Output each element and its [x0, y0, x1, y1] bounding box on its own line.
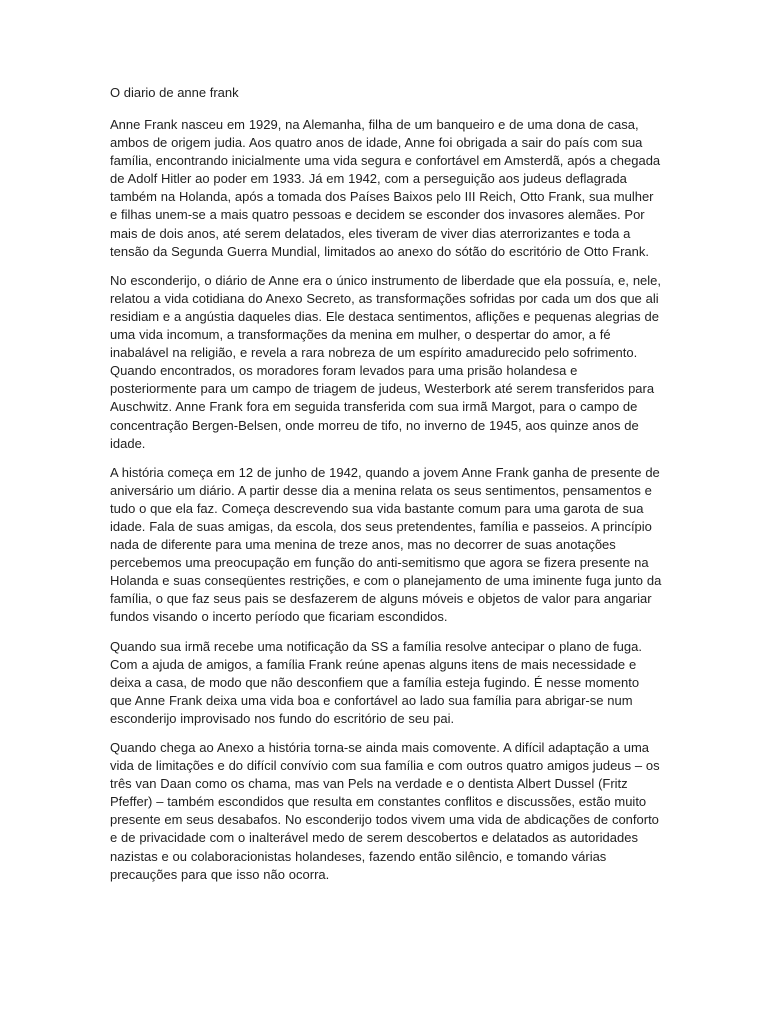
- paragraph-5: Quando chega ao Anexo a história torna-se ainda mais comovente. A difícil adaptação a uma vida de limitações e do difícil convívio com sua família e com outros quatro amigos judeus – os três van Daan como os chama, mas van Pels na verdade e o dentista Albert Dussel (Fritz Pfeffer) – também escondidos que resulta em constantes conflitos e discussões, estão muito presente em seus desabafos. No esconderijo todos vivem uma vida de abdicações de conforto e de privacidade com o inalterável medo de serem descobertos e delatados as autoridades nazistas e ou colaboracionistas holandeses, fazendo então silêncio, e tomando várias precauções para que isso não ocorra.: [110, 740, 660, 882]
- document-page: [110, 84, 662, 895]
- document-title: O diario de anne frank: [110, 85, 239, 100]
- paragraph-4: Quando sua irmã recebe uma notificação da SS a família resolve antecipar o plano de fuga. Com a ajuda de amigos, a família Frank reúne apenas alguns itens de mais necessidade e deixa a casa, de modo que não desconfiem que a família esteja fugindo. É nesse momento que Anne Frank deixa uma vida boa e confortável ao lado sua família para abrigar-se num esconderijo improvisado nos fundo do escritório de seu pai.: [110, 638, 642, 726]
- paragraph-3: A história começa em 12 de junho de 1942, quando a jovem Anne Frank ganha de presente de aniversário um diário. A partir desse dia a menina relata os seus sentimentos, pensamentos e tudo o que ela faz. Começa descrevendo sua vida bastante comum para uma garota de sua idade. Fala de suas amigas, da escola, dos seus pretendentes, família e passeios. A princípio nada de diferente para uma menina de treze anos, mas no decorrer de suas anotações percebemos uma preocupação em função do anti-semitismo que agora se fizera presente na Holanda e suas conseqüentes restrições, e com o planejamento de uma iminente fuga junto da família, o que faz seus pais se desfazerem de alguns móveis e objetos de valor para angariar fundos visando o incerto período que ficariam escondidos.: [110, 464, 662, 625]
- paragraph-2: No esconderijo, o diário de Anne era o único instrumento de liberdade que ela possuía, e, nele, relatou a vida cotidiana do Anexo Secreto, as transformações sofridas por cada um dos que ali residiam e a angústia daqueles dias. Ele destaca sentimentos, aflições e pequenas alegrias de uma vida incomum, a transformações da menina em mulher, o despertar do amor, a fé inabalável na religião, e revela a rara nobreza de um espírito amadurecido pelo sofrimento. Quando encontrados, os moradores foram levados para uma prisão holandesa e posteriormente para um campo de triagem de judeus, Westerbork até serem transferidos para Auschwitz. Anne Frank fora em seguida transferida com sua irmã Margot, para o campo de concentração Bergen-Belsen, onde morreu de tifo, no inverno de 1945, aos quinze anos de idade.: [110, 272, 662, 451]
- paragraph-1: Anne Frank nasceu em 1929, na Alemanha, filha de um banqueiro e de uma dona de casa, ambos de origem judia. Aos quatro anos de idade, Anne foi obrigada a sair do país com sua família, encontrando inicialmente uma vida segura e confortável em Amsterdã, após a chegada de Adolf Hitler ao poder em 1933. Já em 1942, com a perseguição aos judeus deflagrada também na Holanda, após a tomada dos Países Baixos pelo III Reich, Otto Frank, sua mulher e filhas unem-se a mais quatro pessoas e decidem se esconder dos invasores alemães. Por mais de dois anos, até serem delatados, eles tiveram de viver dias aterrorizantes e toda a tensão da Segunda Guerra Mundial, limitados ao anexo do sótão do escritório de Otto Frank.: [110, 117, 661, 259]
